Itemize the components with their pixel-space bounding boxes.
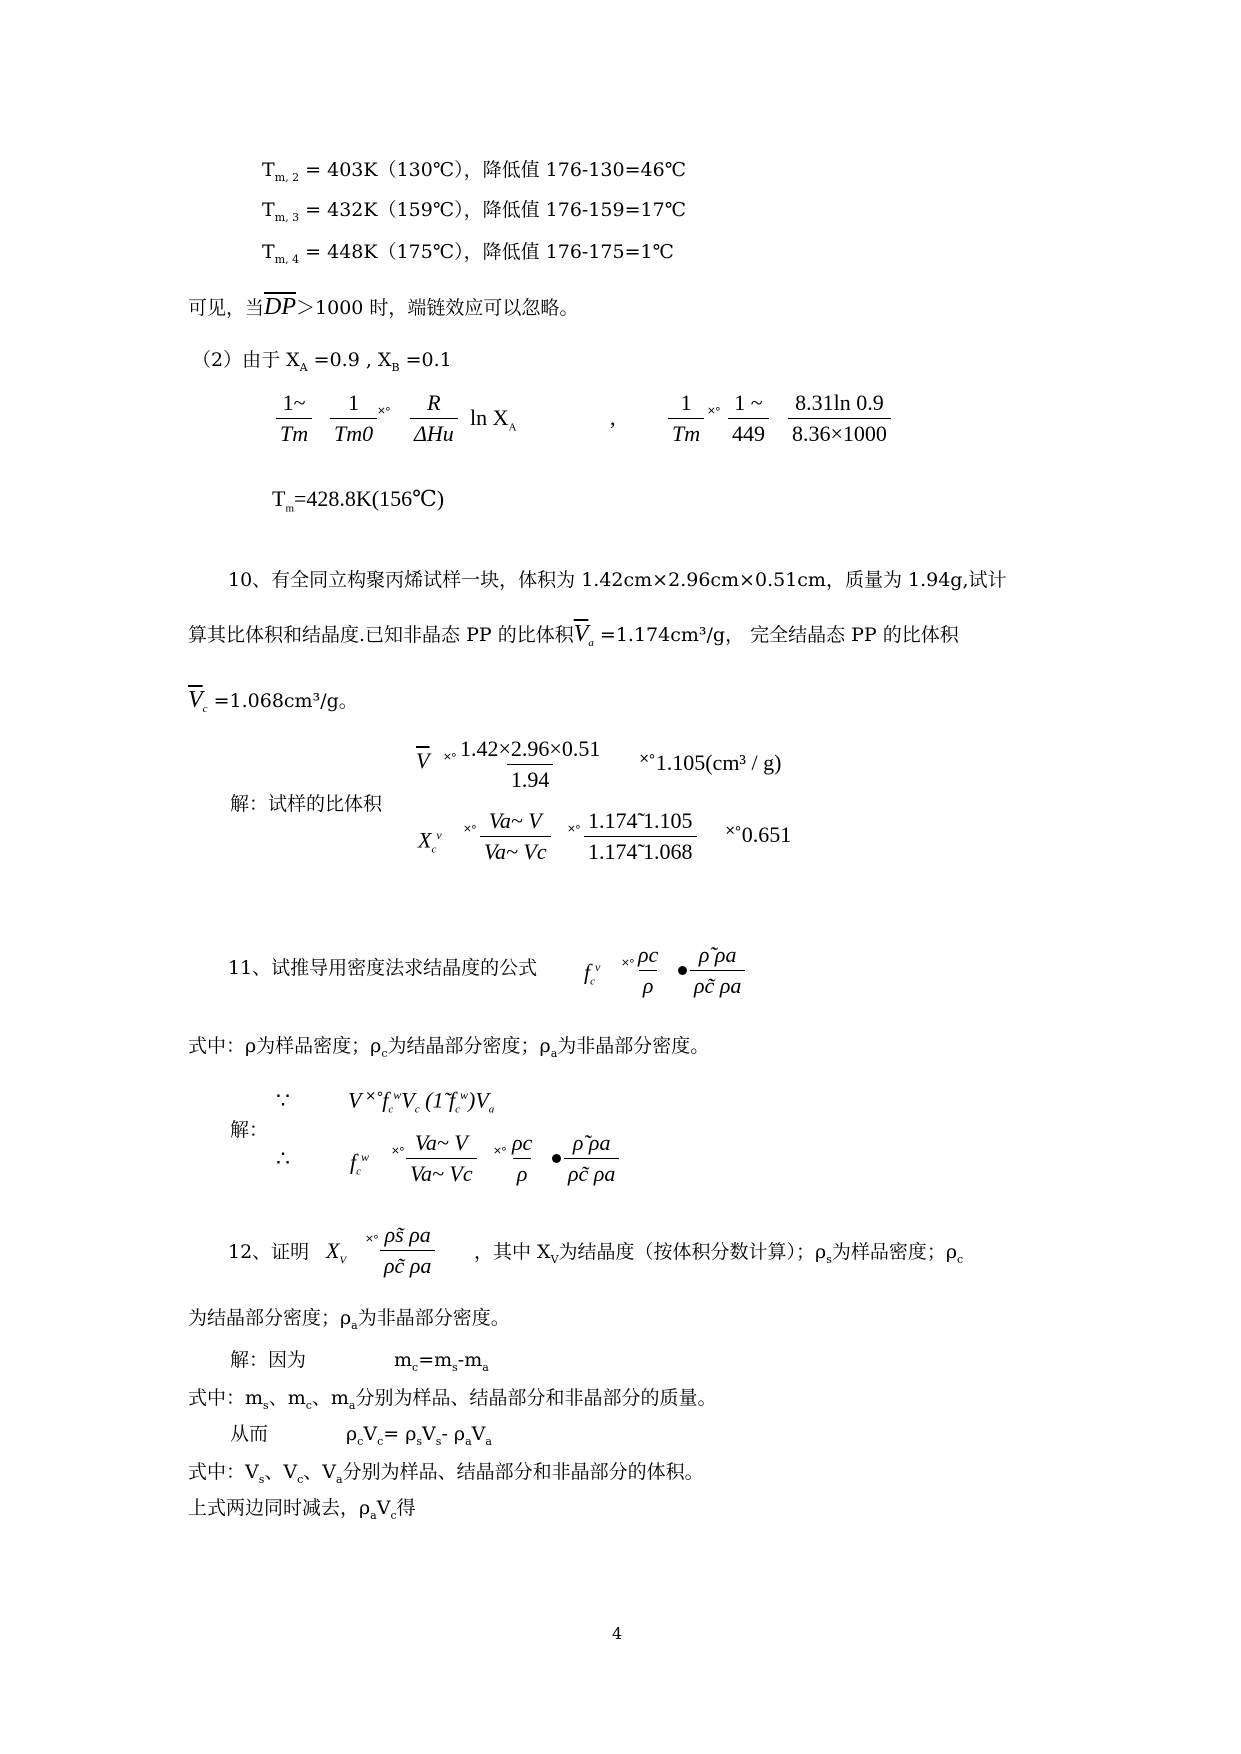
- q10-x-op2: ˟˚: [568, 822, 581, 842]
- q10-v-frac: $\frac{1.42\times 2.96\times 0.51}{1.94}$: [456, 734, 604, 795]
- eq-comma: ,: [610, 405, 616, 430]
- q10-v-op: ˟˚: [444, 750, 457, 770]
- eq1-frac3: R ΔHu: [410, 388, 458, 449]
- q10-line1: 10、有全同立构聚丙烯试样一块，体积为 1.42cm×2.96cm×0.51cm，质量为 1.94g,试计: [228, 569, 1007, 591]
- q11-eq-th-frac1: $\frac{Va\sim V}{Va\sim Vc}$: [406, 1128, 477, 1189]
- q10-line2: 算其比体积和结晶度.已知非晶态 PP 的比体积$\overline{V}_a =1.174cm^3/g$， 完全结晶态 PP 的比体积: [188, 621, 959, 649]
- q10-x-result: ˟˚0.651: [726, 822, 792, 847]
- eq2-op: ˟˚: [708, 404, 721, 424]
- q12-then-eq: $\rho_cV_c= \rho_sV_s-$ $\rho_aV_a$: [346, 1423, 492, 1448]
- q10-solution-label: 解：试样的比体积: [230, 793, 383, 815]
- q12-xv-op: ˟˚: [366, 1232, 379, 1252]
- tm-result: $T_m=428.8K(156℃)$: [272, 486, 445, 515]
- q11-f-frac1: $\frac{\rho c}{\rho}$: [634, 940, 662, 1001]
- q11-eq-th-frac3: $\frac{\rhõ \rho a}{\rho c̃ \rho a}$: [564, 1128, 619, 1189]
- eq1-ln: $\ln X_A$: [470, 405, 517, 434]
- q11-line1: 11、试推导用密度法求结晶度的公式: [228, 957, 538, 979]
- q12-then-label: 从而: [230, 1423, 269, 1445]
- eq1-frac1: $\frac{1\sim}{Tm}$: [276, 388, 312, 449]
- q10-x-op: ˟˚: [464, 822, 477, 842]
- q12-sol-label: 解：因为: [230, 1349, 307, 1371]
- because-symbol: ∵: [276, 1088, 290, 1113]
- q11-eq-th-frac2: $\frac{\rho c}{\rho}$: [508, 1128, 536, 1189]
- q11-eq-th-op: ˟˚: [392, 1144, 405, 1164]
- tm3-line: $T_{m, 3}$ = 432K（159℃），降低值 176-159=17℃: [262, 199, 686, 224]
- q12-line1-rest: ，其中 $X_V$为结晶度（按体积分数计算）；$\rho_s$为样品密度；$\rho_c$: [474, 1241, 964, 1266]
- q10-x-frac1: $\frac{Va\sim V}{Va\sim Vc}$: [480, 806, 551, 867]
- q11-f-label: $f_c^v$: [584, 959, 601, 988]
- eq2-frac1: $\frac{1}{Tm}$: [668, 388, 704, 449]
- q11-f-frac2: $\frac{\rhõ \rho a}{\rho c̃ \rho a}$: [690, 940, 745, 1001]
- q12-def1: 式中：$m_s$、$m_c$、$m_a$分别为样品、结晶部分和非晶部分的质量。: [188, 1387, 717, 1412]
- q11-bullet: [678, 966, 687, 975]
- q11-solution-label: 解：: [230, 1119, 269, 1141]
- q10-line3: $\overline{V}_c =1.068cm^3/g$。: [188, 687, 358, 715]
- q12-last: 上式两边同时减去，$\rho_aV_c$得: [188, 1497, 416, 1522]
- q12-xv-frac: $\frac{\rho s̃ \rho a}{\rho c̃ \rho a}$: [380, 1220, 435, 1281]
- q11-eq-th-op2: ˟˚: [494, 1144, 507, 1164]
- q10-x-frac2: $\frac{1.174̃ 1.105}{1.174̃ 1.068}$: [584, 806, 697, 867]
- conclusion-line: 可见，当$\overline{DP}>1000$ 时，端链效应可以忽略。: [188, 294, 579, 320]
- q11-f-op: ˟˚: [622, 956, 635, 976]
- q11-eq-th-bullet: [552, 1154, 561, 1163]
- q11-line2: 式中：ρ为样品密度；$\rho_c$为结晶部分密度；$\rho_a$为非晶部分密度。: [188, 1035, 710, 1060]
- q12-sol-eq: $m_c=m_s-m_a$: [394, 1349, 489, 1374]
- therefore-symbol: ∴: [276, 1146, 290, 1171]
- tm2-line: $T_{m, 2}$ = 403K（130℃），降低值 176-130=46℃: [262, 159, 686, 184]
- page-number: 4: [612, 1624, 623, 1643]
- q10-v-result: ˟˚1.105(cm³ / g): [640, 750, 782, 775]
- tm4-line: $T_{m, 4}$ = 448K（175℃），降低值 176-175=1℃: [262, 241, 674, 266]
- eq2-frac2: $\frac{1 \sim}{449}$: [728, 388, 769, 449]
- q12-line2: 为结晶部分密度；$\rho_a$为非晶部分密度。: [188, 1307, 510, 1332]
- q12-line1-label: 12、证明: [228, 1241, 310, 1263]
- q12-xv: $X_V$: [326, 1238, 347, 1267]
- q10-v-label: $\overline{V}$: [416, 748, 430, 773]
- q10-x-label: $X_c^v$: [418, 827, 442, 856]
- eq1-op: ˟˚: [378, 404, 391, 424]
- q11-eq-because: V $˟˚f_c^wV_c$ (1̃ $f_c^w)V_a$: [348, 1087, 495, 1116]
- eq2-frac3: $\frac{8.31\ln 0.9}{8.36\times 1000}$: [788, 388, 891, 449]
- q12-def2: 式中：$V_s$、$V_c$、$V_a$分别为样品、结晶部分和非晶部分的体积。: [188, 1461, 704, 1486]
- part2-line: （2）由于 $X_A =0.9$ , $X_B =0.1$: [192, 349, 452, 374]
- eq1-frac2: $\frac{1}{Tm0}$: [330, 388, 377, 449]
- q11-eq-th-label: $f_c^w$: [350, 1149, 370, 1178]
